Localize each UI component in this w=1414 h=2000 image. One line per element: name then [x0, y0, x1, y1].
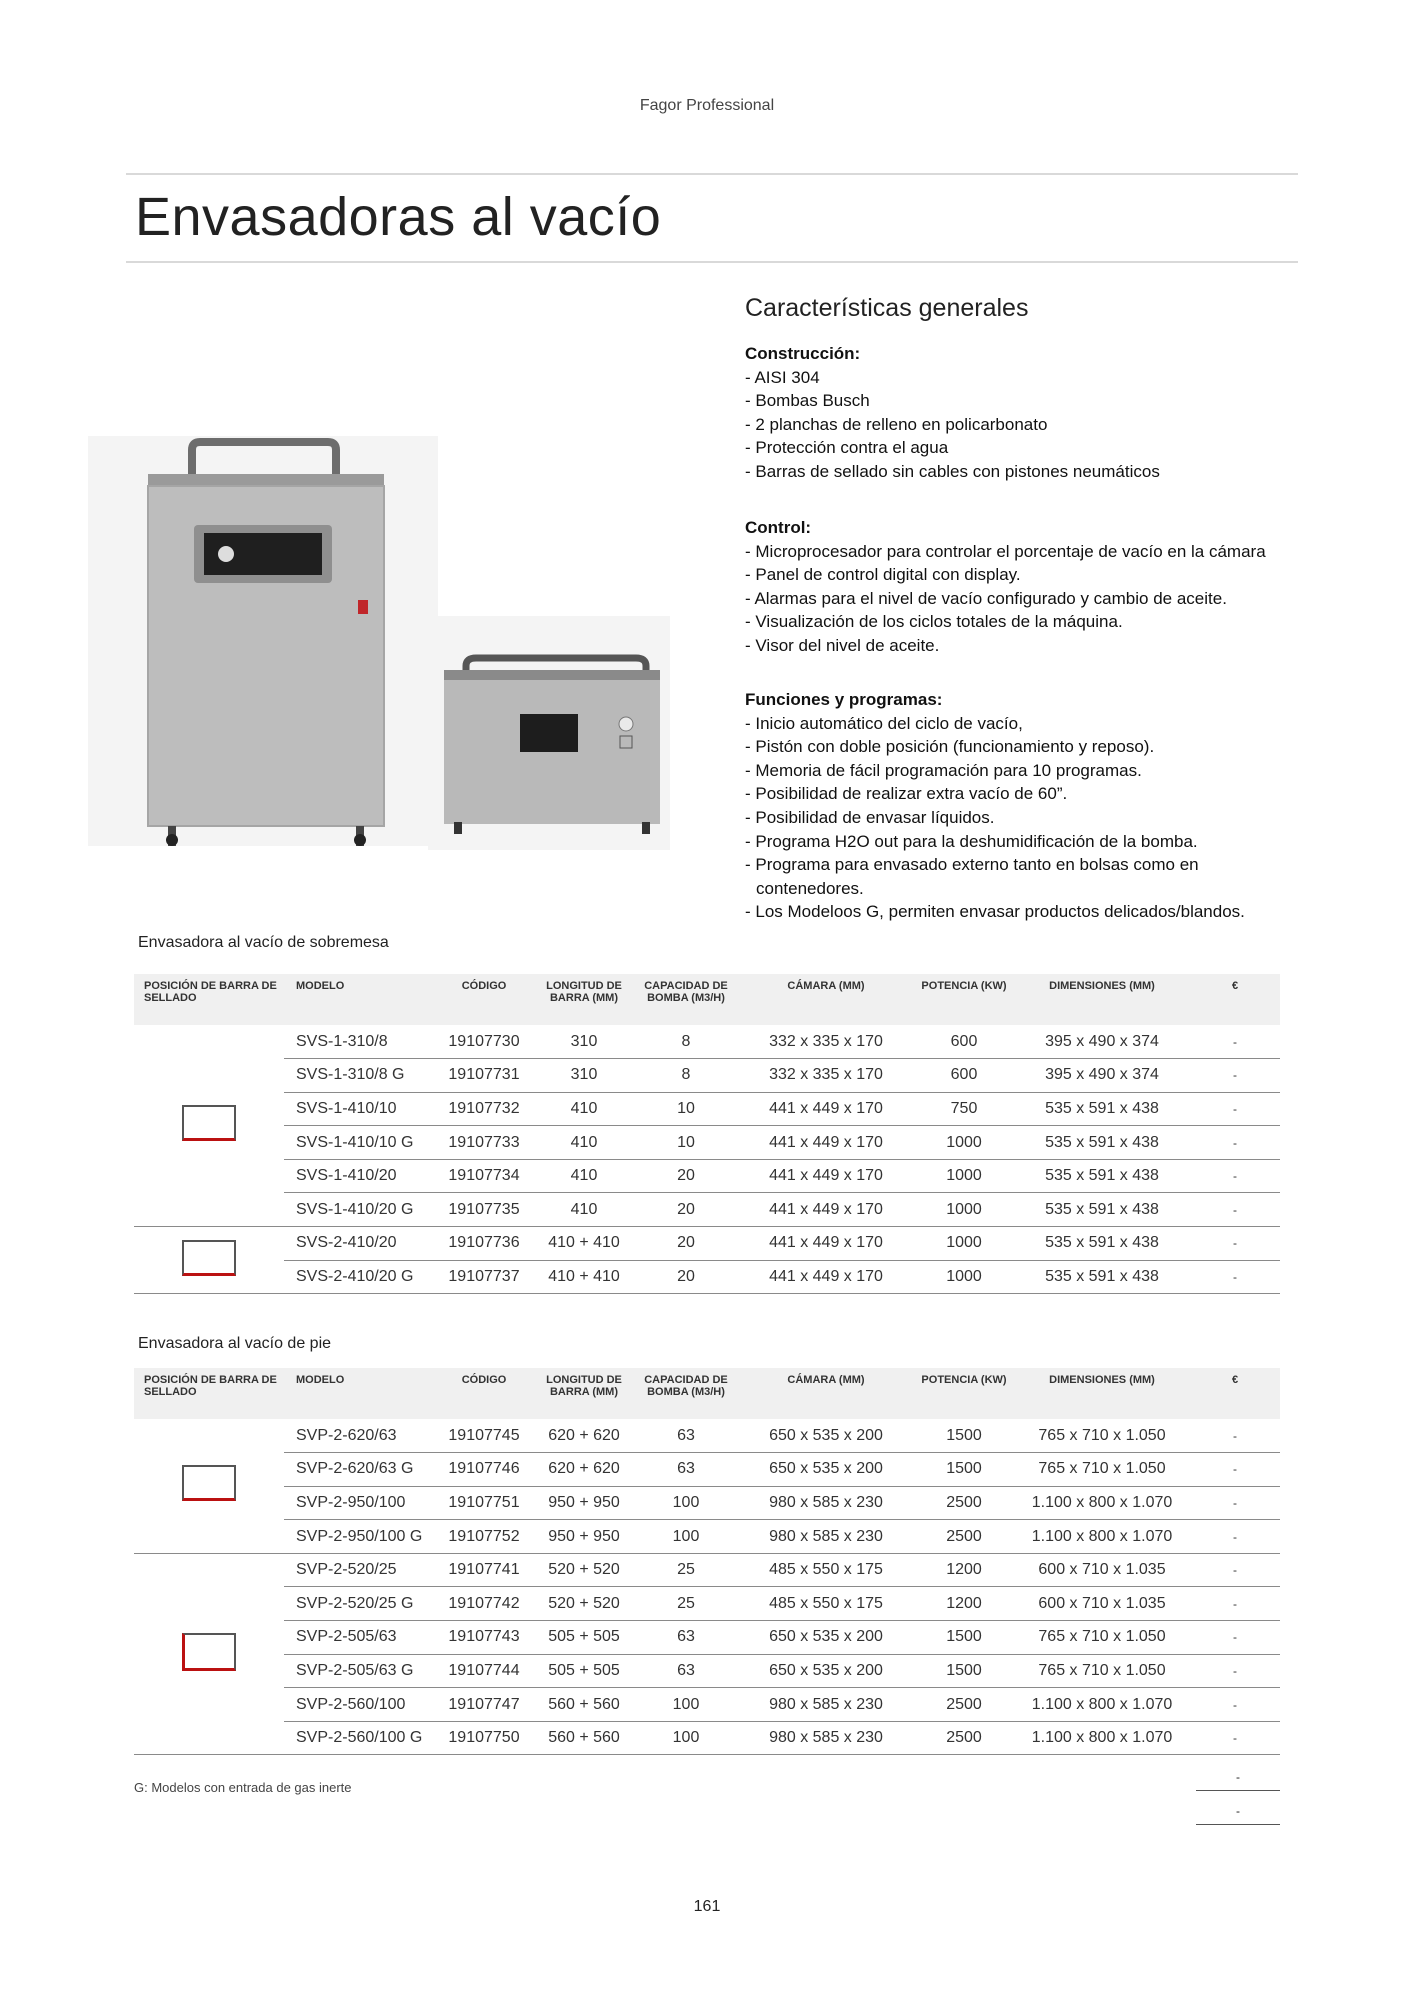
longitud-cell: 620 + 620 — [534, 1453, 634, 1487]
potencia-cell: 600 — [914, 1025, 1014, 1059]
camara-cell: 332 x 335 x 170 — [738, 1059, 914, 1093]
price-cell: - — [1190, 1688, 1280, 1722]
table-row — [134, 1621, 1280, 1655]
price-cell: - — [1190, 1453, 1280, 1487]
price-cell: - — [1190, 1621, 1280, 1655]
dimensiones-cell: 1.100 x 800 x 1.070 — [1014, 1486, 1190, 1520]
codigo-cell: 19107734 — [434, 1159, 534, 1193]
camara-cell: 332 x 335 x 170 — [738, 1025, 914, 1059]
feature-item: - 2 planchas de relleno en policarbonato — [745, 414, 1048, 434]
camara-cell: 650 x 535 x 200 — [738, 1419, 914, 1453]
tabletop-vacuum-packer-image — [428, 616, 670, 850]
camara-cell: 441 x 449 x 170 — [738, 1227, 914, 1261]
price-cell: - — [1190, 1025, 1280, 1059]
seal-position-cell — [134, 1227, 284, 1294]
potencia-cell: 1500 — [914, 1621, 1014, 1655]
dimensiones-cell: 535 x 591 x 438 — [1014, 1260, 1190, 1294]
modelo-cell: SVS-2-410/20 — [284, 1227, 434, 1261]
camara-cell: 485 x 550 x 175 — [738, 1553, 914, 1587]
codigo-cell: 19107733 — [434, 1126, 534, 1160]
feature-item: - Memoria de fácil programación para 10 programas. — [745, 760, 1142, 780]
camara-cell: 441 x 449 x 170 — [738, 1126, 914, 1160]
table-pie-body — [134, 1419, 1280, 1755]
codigo-cell: 19107731 — [434, 1059, 534, 1093]
feature-item: - Panel de control digital con display. — [745, 565, 1021, 585]
features-heading: Construcción: — [745, 344, 861, 363]
capacidad-cell: 63 — [634, 1654, 738, 1688]
capacidad-cell: 10 — [634, 1126, 738, 1160]
table-row — [134, 1126, 1280, 1160]
col-header-camara: CÁMARA (MM) — [738, 1368, 914, 1419]
potencia-cell: 2500 — [914, 1721, 1014, 1755]
total-cell: - — [1196, 1768, 1280, 1791]
capacidad-cell: 20 — [634, 1260, 738, 1294]
price-cell: - — [1190, 1654, 1280, 1688]
modelo-cell: SVP-2-520/25 — [284, 1553, 434, 1587]
features-heading: Funciones y programas: — [745, 690, 943, 709]
dimensiones-cell: 1.100 x 800 x 1.070 — [1014, 1721, 1190, 1755]
dimensiones-cell: 395 x 490 x 374 — [1014, 1059, 1190, 1093]
capacidad-cell: 10 — [634, 1092, 738, 1126]
feature-item: - Posibilidad de envasar líquidos. — [745, 807, 995, 827]
modelo-cell: SVP-2-505/63 — [284, 1621, 434, 1655]
potencia-cell: 2500 — [914, 1520, 1014, 1554]
table-row — [134, 1587, 1280, 1621]
col-header-dimensiones: DIMENSIONES (MM) — [1014, 1368, 1190, 1419]
capacidad-cell: 100 — [634, 1520, 738, 1554]
longitud-cell: 310 — [534, 1059, 634, 1093]
table-row — [134, 1486, 1280, 1520]
camara-cell: 485 x 550 x 175 — [738, 1587, 914, 1621]
features-funciones — [745, 688, 1305, 924]
capacidad-cell: 20 — [634, 1227, 738, 1261]
col-header-capacidad: CAPACIDAD DE BOMBA (M3/H) — [634, 974, 738, 1025]
potencia-cell: 750 — [914, 1092, 1014, 1126]
table-row — [134, 1159, 1280, 1193]
modelo-cell: SVS-1-310/8 — [284, 1025, 434, 1059]
codigo-cell: 19107736 — [434, 1227, 534, 1261]
potencia-cell: 1000 — [914, 1193, 1014, 1227]
product-images — [88, 430, 688, 850]
modelo-cell: SVP-2-560/100 G — [284, 1721, 434, 1755]
price-cell: - — [1190, 1059, 1280, 1093]
table-pie — [134, 1368, 1280, 1755]
feature-item: - Programa H2O out para la deshumidificación de la bomba. — [745, 831, 1198, 851]
feature-item: - Bombas Busch — [745, 391, 870, 411]
capacidad-cell: 63 — [634, 1621, 738, 1655]
dimensiones-cell: 535 x 591 x 438 — [1014, 1193, 1190, 1227]
price-cell: - — [1190, 1553, 1280, 1587]
floor-vacuum-packer-image — [88, 436, 438, 846]
table-sobremesa-label: Envasadora al vacío de sobremesa — [138, 934, 389, 951]
modelo-cell: SVP-2-950/100 — [284, 1486, 434, 1520]
feature-item: - Alarmas para el nivel de vacío configurado y cambio de aceite. — [745, 588, 1227, 608]
longitud-cell: 410 — [534, 1126, 634, 1160]
col-header-dimensiones: DIMENSIONES (MM) — [1014, 974, 1190, 1025]
capacidad-cell: 20 — [634, 1193, 738, 1227]
potencia-cell: 1000 — [914, 1126, 1014, 1160]
potencia-cell: 600 — [914, 1059, 1014, 1093]
price-cell: - — [1190, 1486, 1280, 1520]
modelo-cell: SVP-2-620/63 G — [284, 1453, 434, 1487]
price-cell: - — [1190, 1419, 1280, 1453]
longitud-cell: 950 + 950 — [534, 1486, 634, 1520]
modelo-cell: SVP-2-560/100 — [284, 1688, 434, 1722]
table-row — [134, 1419, 1280, 1453]
longitud-cell: 410 + 410 — [534, 1227, 634, 1261]
dimensiones-cell: 1.100 x 800 x 1.070 — [1014, 1520, 1190, 1554]
longitud-cell: 410 + 410 — [534, 1260, 634, 1294]
table-sobremesa-body — [134, 1025, 1280, 1294]
feature-item: - AISI 304 — [745, 367, 820, 387]
dimensiones-cell: 535 x 591 x 438 — [1014, 1092, 1190, 1126]
dimensiones-cell: 600 x 710 x 1.035 — [1014, 1553, 1190, 1587]
col-header-pos: POSICIÓN DE BARRA DE SELLADO — [134, 974, 284, 1025]
feature-item: - Posibilidad de realizar extra vacío de 60”. — [745, 784, 1068, 804]
price-cell: - — [1190, 1520, 1280, 1554]
dimensiones-cell: 1.100 x 800 x 1.070 — [1014, 1688, 1190, 1722]
table-row — [134, 1193, 1280, 1227]
features-heading: Control: — [745, 518, 812, 537]
table-row — [134, 1520, 1280, 1554]
table-row — [134, 1453, 1280, 1487]
feature-item: - Protección contra el agua — [745, 438, 949, 458]
modelo-cell: SVP-2-505/63 G — [284, 1654, 434, 1688]
feature-item: - Pistón con doble posición (funcionamiento y reposo). — [745, 737, 1155, 757]
table-row — [134, 1260, 1280, 1294]
modelo-cell: SVS-2-410/20 G — [284, 1260, 434, 1294]
table-row — [134, 1025, 1280, 1059]
camara-cell: 980 x 585 x 230 — [738, 1520, 914, 1554]
longitud-cell: 410 — [534, 1193, 634, 1227]
potencia-cell: 1000 — [914, 1159, 1014, 1193]
top-divider — [126, 173, 1298, 175]
feature-item: - Visualización de los ciclos totales de la máquina. — [745, 612, 1123, 632]
table-row — [134, 1092, 1280, 1126]
codigo-cell: 19107744 — [434, 1654, 534, 1688]
total-cell: - — [1196, 1802, 1280, 1825]
dimensiones-cell: 765 x 710 x 1.050 — [1014, 1621, 1190, 1655]
modelo-cell: SVS-1-410/10 G — [284, 1126, 434, 1160]
page-number: 161 — [693, 1898, 721, 1915]
camara-cell: 441 x 449 x 170 — [738, 1193, 914, 1227]
longitud-cell: 560 + 560 — [534, 1721, 634, 1755]
brand-header: Fagor Professional — [639, 97, 775, 114]
col-header-potencia: POTENCIA (KW) — [914, 1368, 1014, 1419]
col-header-longitud: LONGITUD DE BARRA (MM) — [534, 1368, 634, 1419]
camara-cell: 980 x 585 x 230 — [738, 1688, 914, 1722]
feature-item: - Microprocesador para controlar el porcentaje de vacío en la cámara — [745, 541, 1266, 561]
modelo-cell: SVS-1-410/20 — [284, 1159, 434, 1193]
seal-position-cell — [134, 1553, 284, 1755]
potencia-cell: 1000 — [914, 1227, 1014, 1261]
potencia-cell: 1000 — [914, 1260, 1014, 1294]
potencia-cell: 2500 — [914, 1688, 1014, 1722]
capacidad-cell: 63 — [634, 1419, 738, 1453]
col-header-capacidad: CAPACIDAD DE BOMBA (M3/H) — [634, 1368, 738, 1419]
dimensiones-cell: 535 x 591 x 438 — [1014, 1126, 1190, 1160]
col-header-modelo: MODELO — [284, 974, 434, 1025]
col-header-modelo: MODELO — [284, 1368, 434, 1419]
modelo-cell: SVS-1-410/10 — [284, 1092, 434, 1126]
potencia-cell: 2500 — [914, 1486, 1014, 1520]
feature-item: - Los Modeloos G, permiten envasar productos delicados/blandos. — [745, 902, 1245, 922]
camara-cell: 441 x 449 x 170 — [738, 1092, 914, 1126]
feature-item: - Programa para envasado externo tanto en bolsas como en contenedores. — [745, 855, 1199, 898]
feature-item: - Barras de sellado sin cables con pistones neumáticos — [745, 461, 1160, 481]
camara-cell: 980 x 585 x 230 — [738, 1721, 914, 1755]
table-row — [134, 1059, 1280, 1093]
price-cell: - — [1190, 1092, 1280, 1126]
modelo-cell: SVP-2-620/63 — [284, 1419, 434, 1453]
table-pie-label: Envasadora al vacío de pie — [138, 1335, 332, 1352]
col-header-longitud: LONGITUD DE BARRA (MM) — [534, 974, 634, 1025]
potencia-cell: 1200 — [914, 1587, 1014, 1621]
longitud-cell: 520 + 520 — [534, 1553, 634, 1587]
codigo-cell: 19107745 — [434, 1419, 534, 1453]
seal-bar-position-icon — [182, 1240, 236, 1276]
modelo-cell: SVS-1-410/20 G — [284, 1193, 434, 1227]
longitud-cell: 505 + 505 — [534, 1654, 634, 1688]
codigo-cell: 19107747 — [434, 1688, 534, 1722]
table-row — [134, 1688, 1280, 1722]
modelo-cell: SVS-1-310/8 G — [284, 1059, 434, 1093]
codigo-cell: 19107737 — [434, 1260, 534, 1294]
longitud-cell: 950 + 950 — [534, 1520, 634, 1554]
codigo-cell: 19107743 — [434, 1621, 534, 1655]
table-row — [134, 1654, 1280, 1688]
longitud-cell: 410 — [534, 1159, 634, 1193]
page-title: Envasadoras al vacío — [135, 187, 662, 247]
feature-item: - Inicio automático del ciclo de vacío, — [745, 713, 1023, 733]
table-header-row — [134, 1368, 1280, 1419]
dimensiones-cell: 395 x 490 x 374 — [1014, 1025, 1190, 1059]
features-construccion — [745, 342, 1305, 484]
price-cell: - — [1190, 1721, 1280, 1755]
codigo-cell: 19107752 — [434, 1520, 534, 1554]
price-cell: - — [1190, 1587, 1280, 1621]
modelo-cell: SVP-2-950/100 G — [284, 1520, 434, 1554]
potencia-cell: 1500 — [914, 1453, 1014, 1487]
dimensiones-cell: 765 x 710 x 1.050 — [1014, 1453, 1190, 1487]
camara-cell: 650 x 535 x 200 — [738, 1654, 914, 1688]
codigo-cell: 19107732 — [434, 1092, 534, 1126]
col-header-eur: € — [1190, 1368, 1280, 1419]
longitud-cell: 520 + 520 — [534, 1587, 634, 1621]
feature-item: - Visor del nivel de aceite. — [745, 635, 940, 655]
price-cell: - — [1190, 1260, 1280, 1294]
dimensiones-cell: 765 x 710 x 1.050 — [1014, 1654, 1190, 1688]
codigo-cell: 19107750 — [434, 1721, 534, 1755]
seal-bar-position-icon — [182, 1105, 236, 1141]
codigo-cell: 19107742 — [434, 1587, 534, 1621]
seal-position-cell — [134, 1419, 284, 1553]
table-row — [134, 1227, 1280, 1261]
longitud-cell: 620 + 620 — [534, 1419, 634, 1453]
codigo-cell: 19107741 — [434, 1553, 534, 1587]
camara-cell: 980 x 585 x 230 — [738, 1486, 914, 1520]
seal-bar-position-icon — [182, 1633, 236, 1671]
dimensiones-cell: 600 x 710 x 1.035 — [1014, 1587, 1190, 1621]
capacidad-cell: 25 — [634, 1553, 738, 1587]
longitud-cell: 505 + 505 — [534, 1621, 634, 1655]
dimensiones-cell: 765 x 710 x 1.050 — [1014, 1419, 1190, 1453]
col-header-potencia: POTENCIA (KW) — [914, 974, 1014, 1025]
col-header-pos: POSICIÓN DE BARRA DE SELLADO — [134, 1368, 284, 1419]
dimensiones-cell: 535 x 591 x 438 — [1014, 1159, 1190, 1193]
codigo-cell: 19107735 — [434, 1193, 534, 1227]
longitud-cell: 310 — [534, 1025, 634, 1059]
capacidad-cell: 100 — [634, 1721, 738, 1755]
longitud-cell: 410 — [534, 1092, 634, 1126]
camara-cell: 441 x 449 x 170 — [738, 1260, 914, 1294]
table-sobremesa — [134, 974, 1280, 1294]
col-header-eur: € — [1190, 974, 1280, 1025]
longitud-cell: 560 + 560 — [534, 1688, 634, 1722]
price-cell: - — [1190, 1126, 1280, 1160]
table-row — [134, 1553, 1280, 1587]
price-cell: - — [1190, 1227, 1280, 1261]
potencia-cell: 1200 — [914, 1553, 1014, 1587]
features-control — [745, 516, 1305, 658]
codigo-cell: 19107730 — [434, 1025, 534, 1059]
price-cell: - — [1190, 1193, 1280, 1227]
capacidad-cell: 63 — [634, 1453, 738, 1487]
col-header-codigo: CÓDIGO — [434, 974, 534, 1025]
price-cell: - — [1190, 1159, 1280, 1193]
codigo-cell: 19107746 — [434, 1453, 534, 1487]
seal-position-cell — [134, 1025, 284, 1227]
capacidad-cell: 25 — [634, 1587, 738, 1621]
capacidad-cell: 8 — [634, 1025, 738, 1059]
features-title: Características generales — [745, 294, 1029, 322]
camara-cell: 650 x 535 x 200 — [738, 1621, 914, 1655]
col-header-codigo: CÓDIGO — [434, 1368, 534, 1419]
potencia-cell: 1500 — [914, 1654, 1014, 1688]
capacidad-cell: 100 — [634, 1688, 738, 1722]
capacidad-cell: 100 — [634, 1486, 738, 1520]
capacidad-cell: 20 — [634, 1159, 738, 1193]
modelo-cell: SVP-2-520/25 G — [284, 1587, 434, 1621]
dimensiones-cell: 535 x 591 x 438 — [1014, 1227, 1190, 1261]
potencia-cell: 1500 — [914, 1419, 1014, 1453]
title-divider — [126, 261, 1298, 263]
table-header-row — [134, 974, 1280, 1025]
col-header-camara: CÁMARA (MM) — [738, 974, 914, 1025]
codigo-cell: 19107751 — [434, 1486, 534, 1520]
camara-cell: 650 x 535 x 200 — [738, 1453, 914, 1487]
table-row — [134, 1721, 1280, 1755]
footnote: G: Modelos con entrada de gas inerte — [134, 1780, 352, 1795]
camara-cell: 441 x 449 x 170 — [738, 1159, 914, 1193]
seal-bar-position-icon — [182, 1465, 236, 1501]
capacidad-cell: 8 — [634, 1059, 738, 1093]
